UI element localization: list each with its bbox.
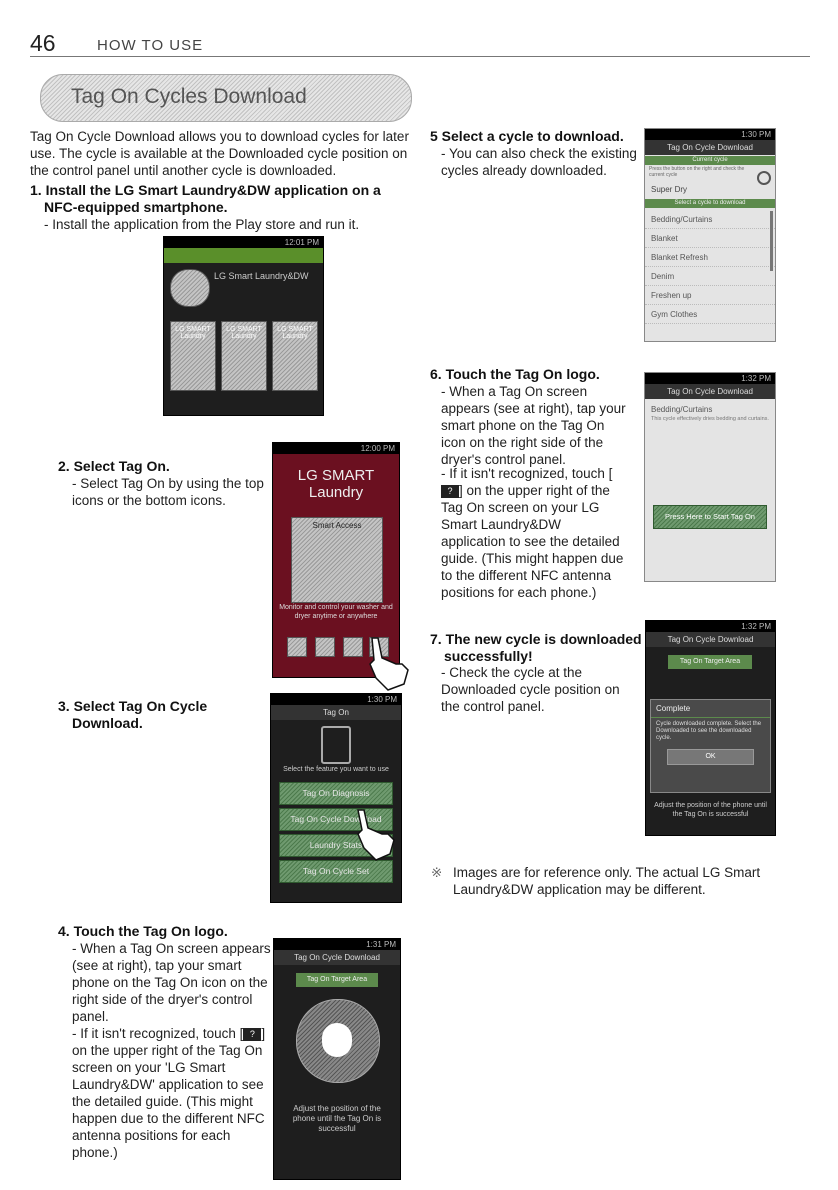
section-title: HOW TO USE <box>97 37 204 54</box>
screen-title-bar: Tag On <box>271 705 401 720</box>
menu-prompt: Select the feature you want to use <box>283 766 389 773</box>
status-bar: 1:32 PM <box>646 621 775 632</box>
dialog-title: Complete <box>651 700 770 718</box>
app-subtitle: Laundry <box>308 484 364 501</box>
cycle-list-item[interactable]: Bedding/Curtains <box>645 211 775 229</box>
status-bar: 1:32 PM <box>645 373 775 384</box>
pointing-hand-icon <box>366 634 412 694</box>
ok-button[interactable]: OK <box>667 749 754 765</box>
target-area-label: Tag On Target Area <box>296 973 378 987</box>
tag-on-cycle-download-button[interactable]: Tag On Cycle Download <box>279 808 393 831</box>
help-icon: ? <box>243 1028 261 1041</box>
step-4-desc-2: - If it isn't recognized, touch [ ? ] on the upper right of the Tag On screen on your 'LG Smart Laundry&DW' application to see the detailed guide. (This might happen due to the different NFC antenna positions for each phone.) <box>72 1026 266 1160</box>
step-6-desc-1: - When a Tag On screen appears (see at right), tap your smart phone on the Tag On icon on the right side of the dryer's control panel. <box>441 384 626 467</box>
play-store-screenshot <box>163 236 324 416</box>
cycle-list-item[interactable]: Freshen up <box>645 287 775 305</box>
status-bar: 1:31 PM <box>274 939 400 950</box>
selected-cycle-desc: This cycle effectively dries bedding and curtains. <box>651 416 769 422</box>
status-bar: 1:30 PM <box>271 694 401 705</box>
status-bar: 12:01 PM <box>164 237 323 248</box>
app-preview-1 <box>170 321 216 391</box>
cycle-list-item[interactable]: Blanket Refresh <box>645 249 775 267</box>
app-title: LG SMART <box>297 467 375 484</box>
complete-dialog <box>650 699 771 793</box>
preview-title: LG SMART Laundry <box>226 326 262 340</box>
page-number: 46 <box>30 30 56 56</box>
smart-access-label: Smart Access <box>312 521 362 530</box>
step-5-desc: - You can also check the existing cycles already downloaded. <box>441 146 637 178</box>
laundry-stats-button[interactable]: Laundry Stats <box>279 834 393 857</box>
app-icon <box>170 269 210 307</box>
help-icon: ? <box>441 485 459 498</box>
tag-on-logo-icon[interactable] <box>322 1023 352 1057</box>
screen-title-bar: Tag On Cycle Download <box>645 140 775 155</box>
pointing-hand-icon <box>354 806 400 864</box>
step-6-title: 6. Touch the Tag On logo. <box>430 366 600 382</box>
screen-title-bar: Tag On Cycle Download <box>646 632 775 647</box>
dialog-message: Cycle downloaded complete. Select the Downloaded to see the downloaded cycle. <box>656 721 762 741</box>
step-7-title-cont: successfully! <box>444 648 533 664</box>
step-5-title: 5 Select a cycle to download. <box>430 128 624 144</box>
menu-icon[interactable] <box>343 637 363 657</box>
phone-tag-icon <box>321 726 351 764</box>
position-instruction: Adjust the position of the phone until the Tag On is successful <box>654 802 767 818</box>
app-name: LG Smart Laundry&DW <box>214 271 309 281</box>
position-instruction: Adjust the position of the phone until the Tag On is successful <box>292 1104 382 1133</box>
tag-on-diagnosis-button[interactable]: Tag On Diagnosis <box>279 782 393 805</box>
note-text: Images are for reference only. The actual LG Smart Laundry&DW application may be different. <box>453 865 761 897</box>
screen-title-bar: Tag On Cycle Download <box>274 950 400 965</box>
step-3-title-cont: Download. <box>72 715 143 731</box>
current-cycle-value: Super Dry <box>651 185 688 194</box>
tag-on-logo-screenshot <box>273 938 401 1180</box>
note-symbol: ※ <box>431 865 443 880</box>
cycle-list-item[interactable]: Blanket <box>645 230 775 248</box>
app-preview-3 <box>272 321 318 391</box>
header-divider <box>30 56 810 57</box>
selected-cycle: Bedding/Curtains <box>651 405 713 414</box>
store-action-bar <box>164 248 323 263</box>
step-1-title: 1. Install the LG Smart Laundry&DW application on a <box>30 182 381 198</box>
tag-on-menu-screenshot <box>270 693 402 903</box>
step-6-desc-2: - If it isn't recognized, touch [? ] on the upper right of the Tag On screen on your LG Smart Laundry&DW application to see the detailed guide. (This might happen due to the different NFC antenna positions for each phone.) <box>441 466 624 600</box>
preview-title: LG SMART Laundry <box>175 326 211 340</box>
cycle-list-header: Select a cycle to download <box>645 199 775 208</box>
status-bar: 1:30 PM <box>645 129 775 140</box>
step-1-title-cont: NFC-equipped smartphone. <box>44 199 228 215</box>
smart-access-card[interactable] <box>291 517 383 603</box>
cycle-list-item[interactable]: Denim <box>645 268 775 286</box>
step-2-title: 2. Select Tag On. <box>58 458 170 474</box>
step-2-desc: - Select Tag On by using the top icons or the bottom icons. <box>72 476 264 508</box>
intro-paragraph: Tag On Cycle Download allows you to download cycles for later use. The cycle is available at the Downloaded cycle position on the control panel until another cycle is downloaded. <box>30 129 409 178</box>
status-bar: 12:00 PM <box>273 443 399 454</box>
step-4-title: 4. Touch the Tag On logo. <box>58 923 228 939</box>
start-tag-on-button[interactable]: Press Here to Start Tag On <box>653 505 767 529</box>
current-cycle-header: Current cycle <box>645 156 775 165</box>
step-7-desc: - Check the cycle at the Downloaded cycle position on the control panel. <box>441 665 620 714</box>
menu-icon[interactable] <box>287 637 307 657</box>
menu-icon[interactable] <box>315 637 335 657</box>
screen-title-bar: Tag On Cycle Download <box>645 384 775 399</box>
step-1-desc: - Install the application from the Play store and run it. <box>44 217 360 232</box>
section-banner <box>40 74 412 122</box>
app-caption: Monitor and control your washer and dryer anytime or anywhere <box>279 604 393 620</box>
banner-title: Tag On Cycles Download <box>71 85 307 108</box>
preview-title: LG SMART Laundry <box>277 326 313 340</box>
step-7-title: 7. The new cycle is downloaded <box>430 631 642 647</box>
current-cycle-hint: Press the button on the right and check the current cycle <box>649 166 745 178</box>
tag-on-cycle-set-button[interactable]: Tag On Cycle Set <box>279 860 393 883</box>
app-preview-2 <box>221 321 267 391</box>
refresh-icon[interactable] <box>757 171 771 185</box>
cycle-list-screenshot <box>644 128 776 342</box>
step-3-title: 3. Select Tag On Cycle <box>58 698 208 714</box>
step-4-desc-1: - When a Tag On screen appears (see at right), tap your smart phone on the Tag On icon on the right side of the dryer's control panel. <box>72 941 271 1024</box>
scrollbar[interactable] <box>770 211 773 271</box>
cycle-list-item[interactable]: Gym Clothes <box>645 306 775 324</box>
target-area-label: Tag On Target Area <box>668 655 752 669</box>
download-complete-screenshot <box>645 620 776 836</box>
tag-screen-screenshot <box>644 372 776 582</box>
